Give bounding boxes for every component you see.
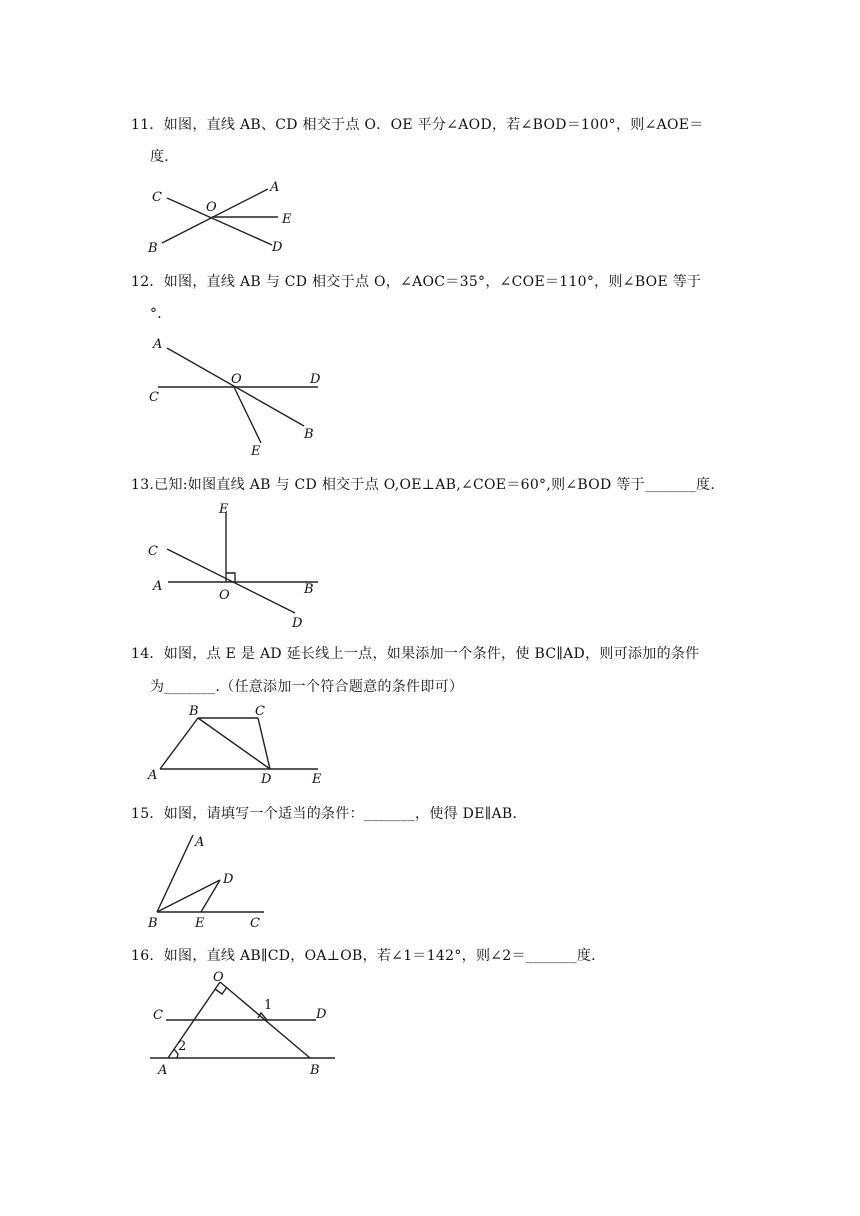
line-cd: [167, 198, 272, 245]
question-12-text-line1: 12．如图，直线 AB 与 CD 相交于点 O，∠AOC＝35°，∠COE＝110°，则∠BOE 等于: [131, 274, 702, 290]
question-14-text-line1: 14．如图，点 E 是 AD 延长线上一点，如果添加一个条件，使 BC∥AD，则可添加的条件: [131, 646, 700, 662]
label-angle-1: 1: [264, 998, 273, 1013]
label-c: C: [152, 190, 162, 205]
label-a: A: [148, 768, 158, 783]
label-o: O: [213, 970, 224, 985]
label-c: C: [148, 544, 158, 559]
label-b: B: [304, 427, 314, 442]
label-b: B: [148, 241, 158, 256]
question-14-figure: [140, 700, 340, 790]
question-11-text-line1: 11．如图，直线 AB、CD 相交于点 O．OE 平分∠AOD，若∠BOD＝100°，则∠AOE＝: [131, 117, 704, 133]
label-b: B: [304, 582, 314, 597]
question-14-text-line2: 为_______.（任意添加一个符合题意的条件即可）: [150, 679, 464, 695]
label-e: E: [251, 444, 261, 459]
label-a: A: [270, 180, 280, 195]
question-13-text-line1: 13.已知:如图直线 AB 与 CD 相交于点 O,OE⊥AB,∠COE＝60°,则∠BOD 等于_______度.: [131, 477, 716, 493]
segment-ab: [160, 718, 198, 769]
label-a: A: [153, 337, 163, 352]
question-16-figure: [140, 970, 350, 1082]
angle-1-arc: [258, 1013, 267, 1020]
label-d: D: [316, 1007, 327, 1022]
label-c: C: [255, 704, 265, 719]
label-c: C: [149, 390, 159, 405]
label-a: A: [158, 1063, 168, 1078]
ray-ba: [157, 835, 193, 912]
label-o: O: [206, 200, 217, 215]
question-15-text-line1: 15．如图，请填写一个适当的条件：_______，使得 DE∥AB．: [131, 806, 527, 822]
question-12-text-line2: °．: [150, 306, 172, 322]
label-b: B: [189, 704, 199, 719]
label-d: D: [310, 372, 321, 387]
label-d: D: [272, 240, 283, 255]
question-15-figure: [140, 830, 280, 935]
label-e: E: [219, 502, 229, 517]
label-d: D: [292, 616, 303, 631]
label-b: B: [148, 916, 158, 931]
label-angle-2: 2: [178, 1039, 187, 1054]
question-13-figure: [140, 500, 340, 632]
label-o: O: [219, 588, 230, 603]
question-11-figure: [140, 175, 310, 260]
label-o: O: [231, 372, 242, 387]
label-e: E: [312, 772, 322, 787]
question-12-figure: [140, 330, 340, 460]
label-d: D: [261, 772, 272, 787]
label-e: E: [195, 916, 205, 931]
line-ab: [162, 189, 268, 243]
label-b: B: [310, 1063, 320, 1078]
question-11-text-line2: 度．: [150, 149, 179, 165]
question-16-text-line1: 16．如图，直线 AB∥CD，OA⊥OB，若∠1＝142°，则∠2＝_______度．: [131, 948, 606, 964]
label-d: D: [223, 872, 234, 887]
label-c: C: [250, 916, 260, 931]
right-angle-mark: [215, 987, 227, 994]
label-a: A: [153, 579, 163, 594]
label-e: E: [282, 212, 292, 227]
label-c: C: [153, 1008, 163, 1023]
label-a: A: [195, 835, 205, 850]
ray-oe: [234, 387, 261, 443]
line-cd: [167, 549, 295, 613]
